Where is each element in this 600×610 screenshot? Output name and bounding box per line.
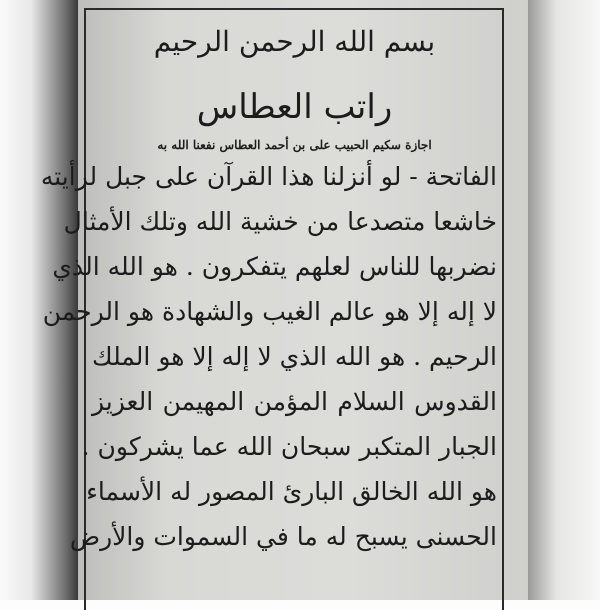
page-edge bbox=[528, 0, 600, 600]
ijazah-note: اجازة سكيم الحبيب على بن أحمد العطاس نفعنا الله به bbox=[157, 138, 432, 152]
page-content bbox=[40, 20, 497, 559]
text-line: القدوس السلام المؤمن المهيمن العزيز bbox=[92, 387, 497, 416]
text-line: الفاتحة - لو أنزلنا هذا القرآن على جبل لرأيته bbox=[40, 162, 497, 191]
text-line: هو الله الخالق البارئ المصور له الأسماء bbox=[86, 477, 497, 506]
text-line: لا إله إلا هو عالم الغيب والشهادة هو الرحمن bbox=[42, 297, 497, 326]
text-line: خاشعا متصدعا من خشية الله وتلك الأمثال bbox=[63, 207, 497, 236]
text-line: الرحيم . هو الله الذي لا إله إلا هو الملك bbox=[92, 342, 497, 371]
text-line: نضربها للناس لعلهم يتفكرون . هو الله الذي bbox=[52, 252, 497, 281]
basmala: بسم الله الرحمن الرحيم bbox=[153, 25, 436, 58]
page-title: راتب العطاس bbox=[196, 87, 393, 127]
text-line: الحسنى يسبح له ما في السموات والأرض bbox=[69, 522, 497, 551]
text-line: الجبار المتكبر سبحان الله عما يشركون . bbox=[81, 432, 497, 461]
